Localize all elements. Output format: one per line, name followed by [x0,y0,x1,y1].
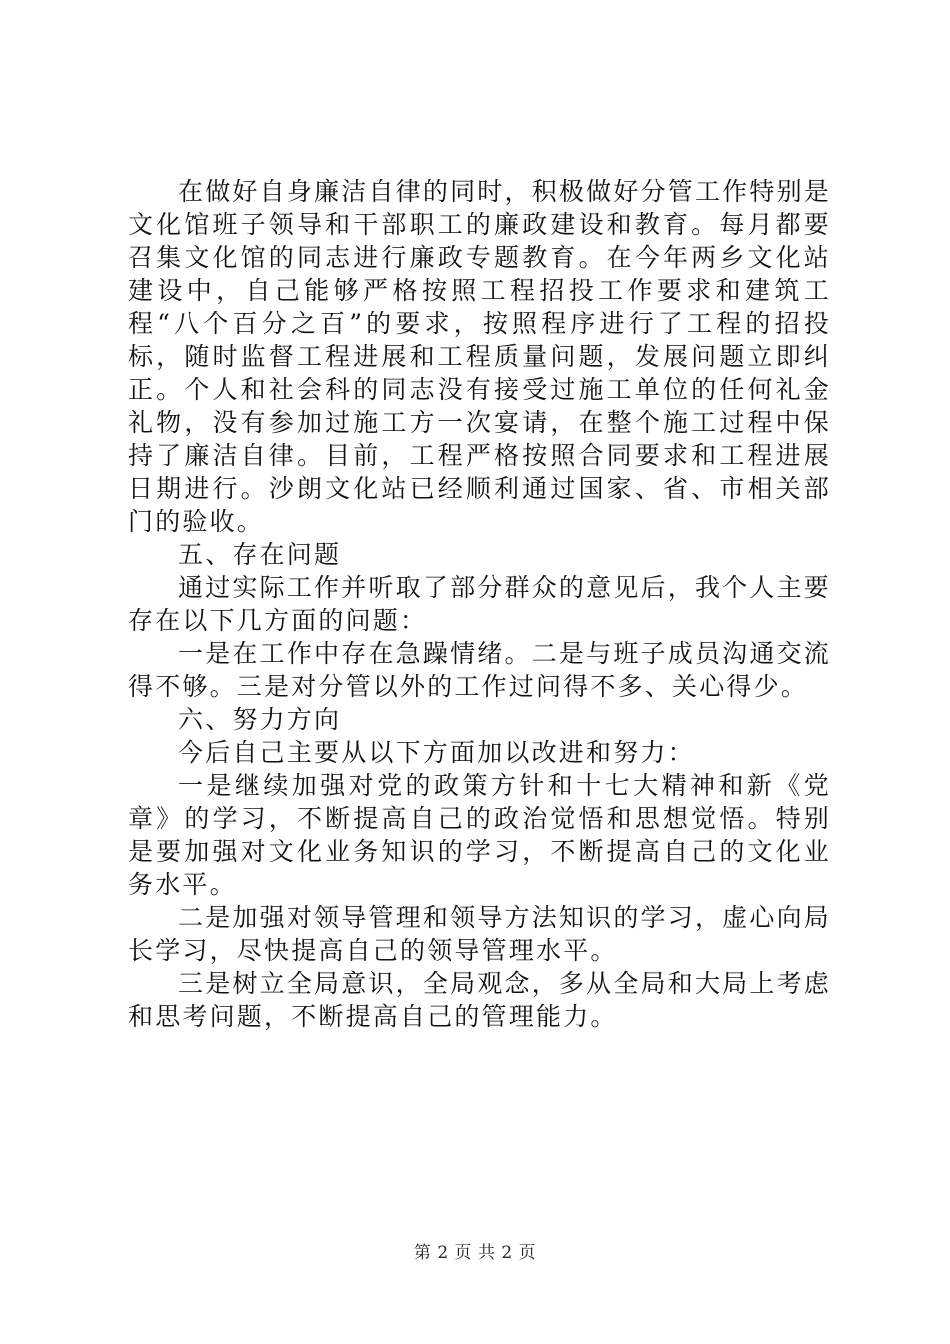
paragraph-problems-list: 一是在工作中存在急躁情绪。二是与班子成员沟通交流得不够。三是对分管以外的工作过问得不多、关心得少。 [128,639,831,701]
paragraph-direction-2: 二是加强对领导管理和领导方法知识的学习，虚心向局长学习，尽快提高自己的领导管理水平。 [128,903,831,965]
paragraph-problems-intro: 通过实际工作并听取了部分群众的意见后，我个人主要存在以下几方面的问题： [128,573,831,635]
section-heading-problems: 五、存在问题 [178,540,342,569]
paragraph-integrity: 在做好自身廉洁自律的同时，积极做好分管工作特别是文化馆班子领导和干部职工的廉政建设和教育。每月都要召集文化馆的同志进行廉政专题教育。在今年两乡文化站建设中，自己能够严格按照工程招投工作要求和建筑工程“八个百分之百”的要求，按照程序进行了工程的招投标，随时监督工程进展和工程质量问题，发展问题立即纠正。个人和社会科的同志没有接受过施工单位的任何礼金礼物，没有参加过施工方一次宴请，在整个施工过程中保持了廉洁自律。目前，工程严格按照合同要求和工程进展日期进行。沙朗文化站已经顺利通过国家、省、市相关部门的验收。 [128,177,831,536]
paragraph-direction-intro: 今后自己主要从以下方面加以改进和努力： [178,738,695,767]
paragraph-direction-3: 三是树立全局意识，全局观念，多从全局和大局上考虑和思考问题，不断提高自己的管理能力。 [128,969,831,1031]
page-footer: 第 2 页 共 2 页 [413,1243,537,1263]
paragraph-direction-1: 一是继续加强对党的政策方针和十七大精神和新《党章》的学习，不断提高自己的政治觉悟和思想觉悟。特别是要加强对文化业务知识的学习，不断提高自己的文化业务水平。 [128,771,831,899]
document-body [128,175,831,1033]
section-heading-direction: 六、努力方向 [178,705,342,734]
